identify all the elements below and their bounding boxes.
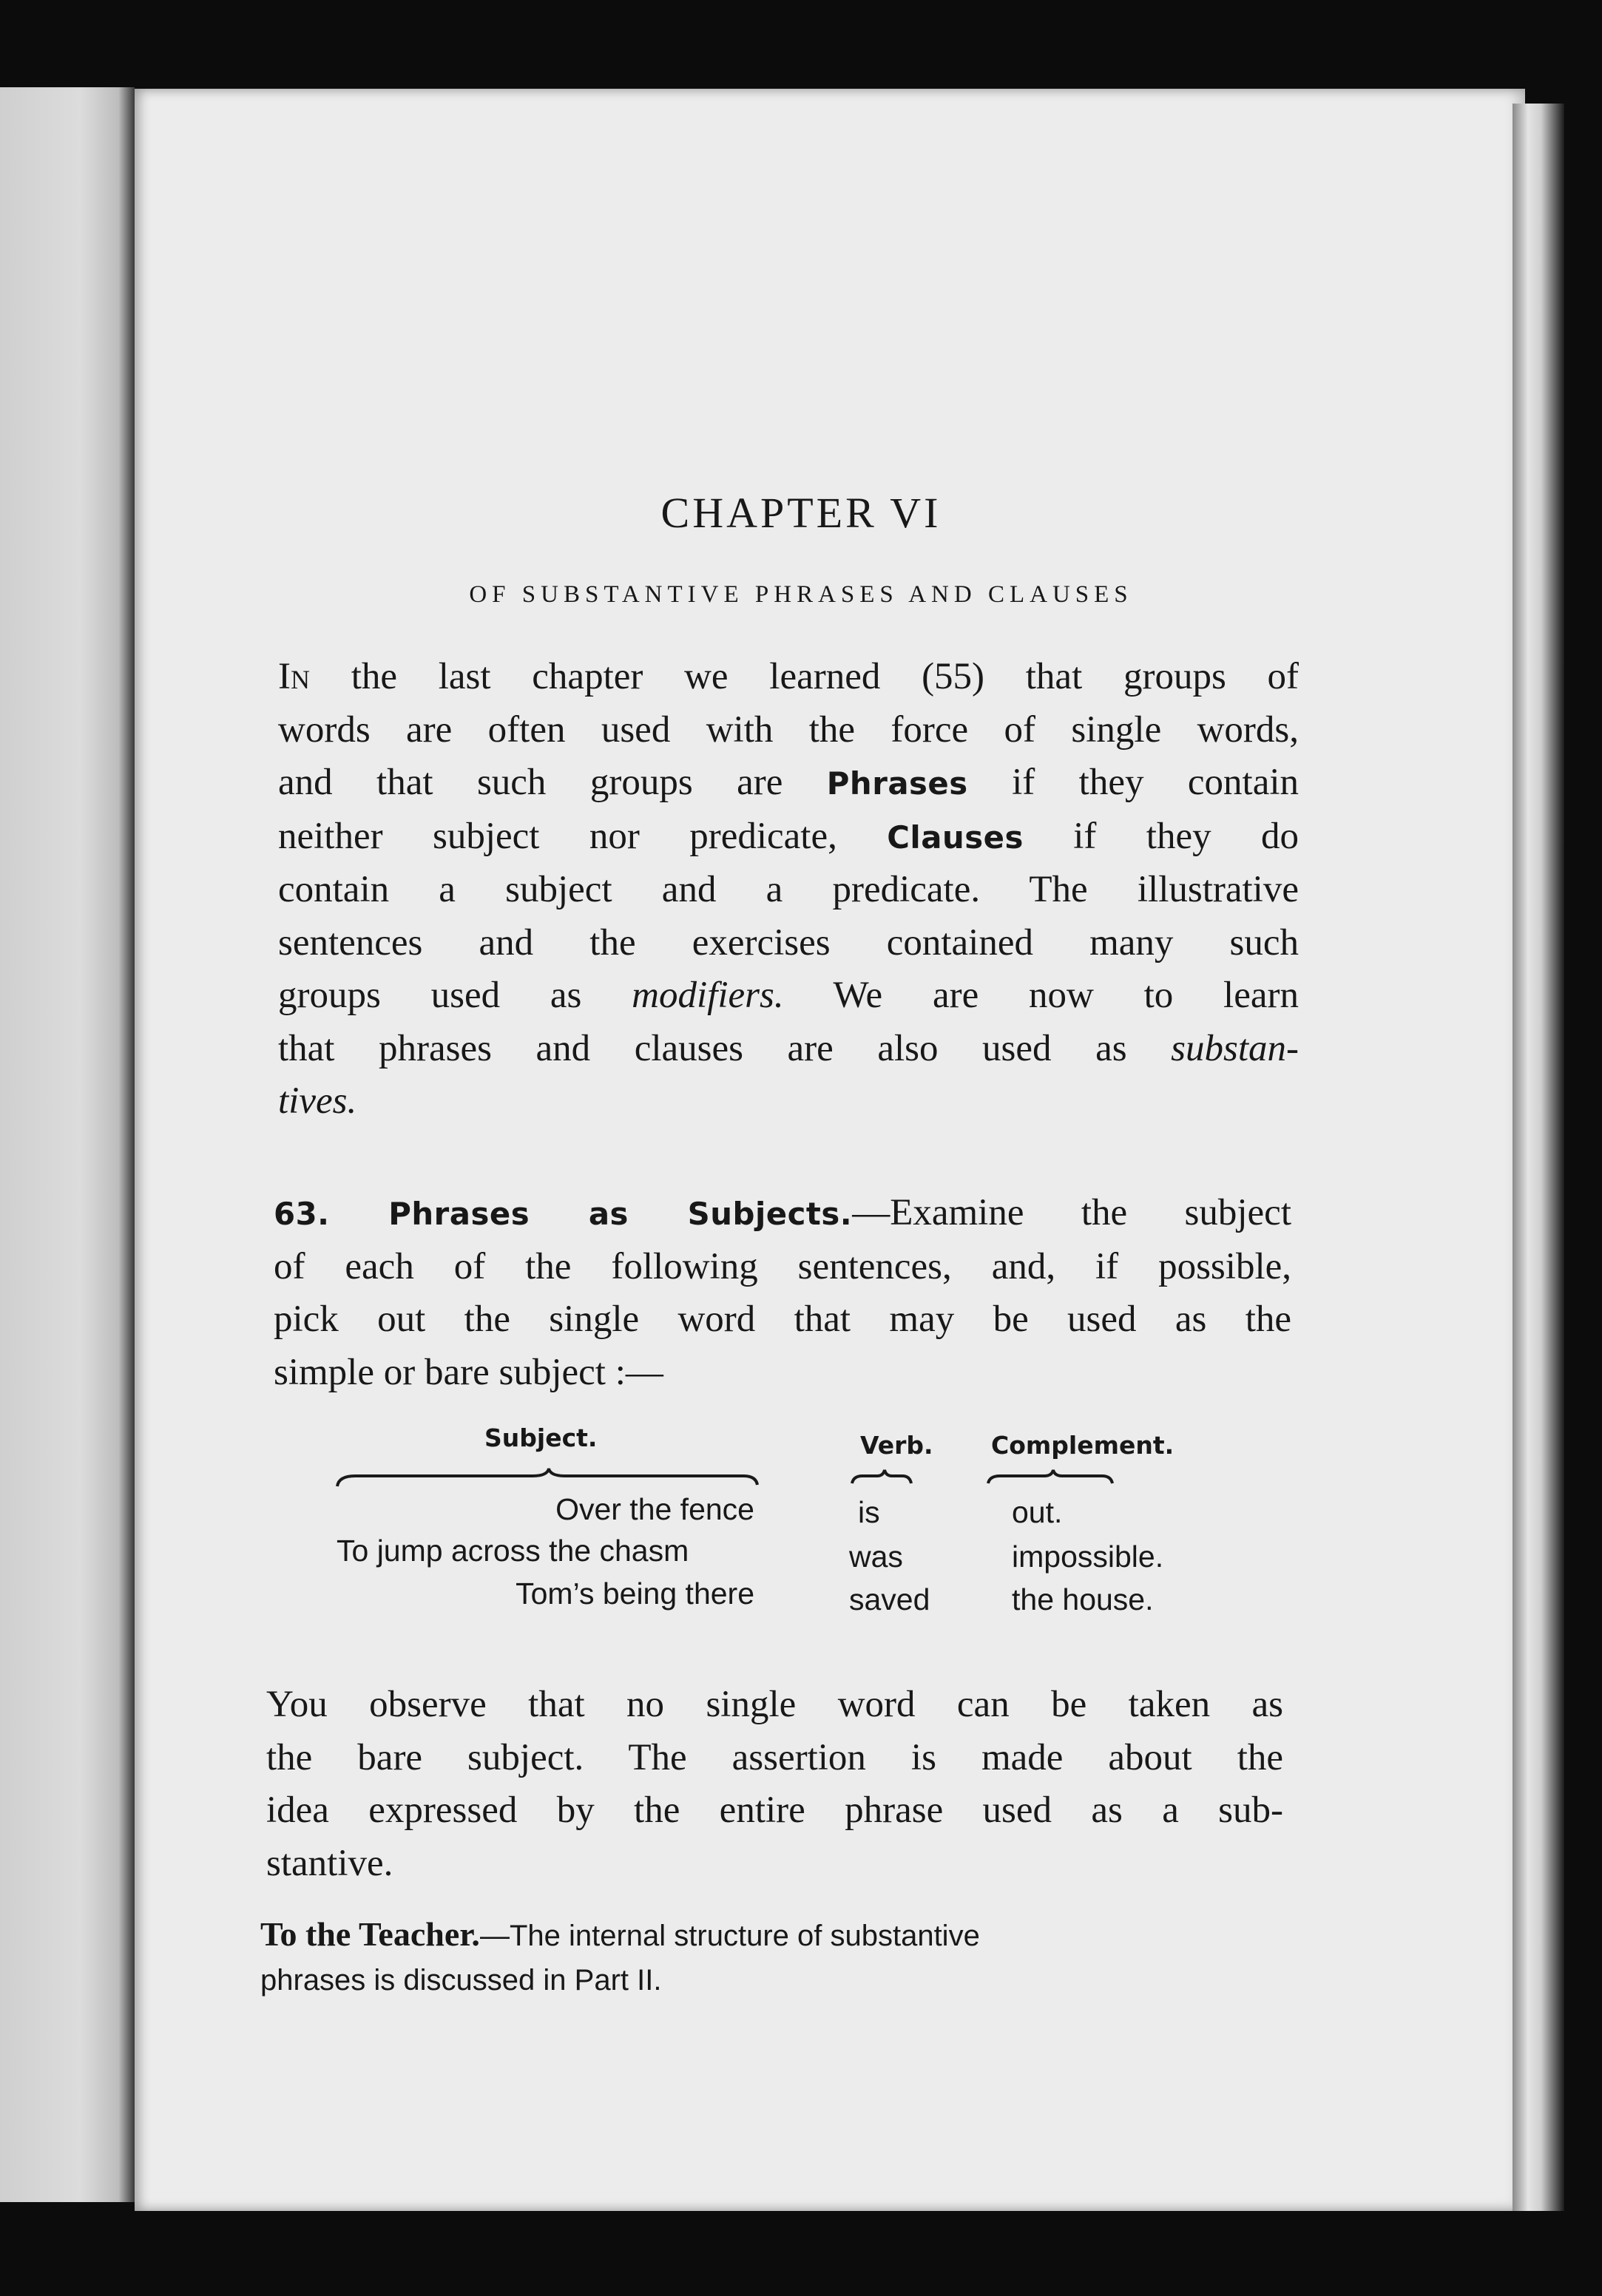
para-text: stantive. xyxy=(266,1842,393,1884)
para-line xyxy=(274,1241,1291,1294)
previous-page-edge xyxy=(0,87,135,2202)
row3-subject: Tom’s being there xyxy=(516,1577,754,1611)
para-text: of each of the following sentences, and, if possible, xyxy=(274,1245,1291,1287)
term-phrases: Phrases xyxy=(826,765,968,802)
para-text: and that such groups are xyxy=(278,762,783,803)
para-text: contain a subject and a predicate. The illustrative xyxy=(278,869,1299,910)
row1-verb: is xyxy=(858,1495,880,1529)
section-63 xyxy=(274,1187,1291,1399)
para-line xyxy=(274,1293,1291,1347)
header-complement: Complement. xyxy=(991,1431,1175,1460)
para-text: You observe that no single word can be taken as xyxy=(266,1684,1283,1725)
note-line xyxy=(260,1958,1288,2002)
para-line xyxy=(278,917,1299,970)
row1-complement: out. xyxy=(1012,1495,1063,1529)
para-text: tives. xyxy=(278,1080,357,1122)
chapter-title: CHAPTER VI xyxy=(660,489,942,537)
note-line xyxy=(260,1912,1288,1958)
note-text: —The internal structure of substantive xyxy=(479,1920,980,1952)
para-text: if they contain xyxy=(1012,762,1299,803)
verb-brace xyxy=(852,1470,911,1483)
section-heading: 63. Phrases as Subjects. xyxy=(274,1196,853,1232)
initial-word: In xyxy=(278,656,310,697)
para-text: simple or bare subject :— xyxy=(274,1351,663,1393)
subject-brace xyxy=(337,1469,757,1486)
row1-subject: Over the fence xyxy=(555,1492,754,1526)
row3-complement: the house. xyxy=(1012,1582,1154,1616)
para-text: words are often used with the force of single words, xyxy=(278,708,1299,751)
para-line xyxy=(274,1347,1291,1400)
para-text: sentences and the exercises contained many such xyxy=(278,921,1299,964)
row2-verb: was xyxy=(849,1540,903,1574)
para-text: We are now to learn xyxy=(833,975,1299,1016)
para-text: the bare subject. The assertion is made about the xyxy=(266,1736,1283,1778)
para-line xyxy=(278,864,1299,917)
para-text: groups used as xyxy=(278,975,582,1016)
observation-paragraph xyxy=(266,1679,1283,1890)
intro-paragraph xyxy=(278,651,1299,1128)
para-text: the last chapter we learned (55) that groups of xyxy=(351,656,1299,697)
para-text: —Examine the subject xyxy=(852,1192,1291,1233)
term-substantives: substan- xyxy=(1171,1027,1299,1069)
chapter-subtitle: OF SUBSTANTIVE PHRASES AND CLAUSES xyxy=(469,581,1133,608)
para-line xyxy=(278,756,1299,810)
para-line xyxy=(278,810,1299,864)
book-page xyxy=(135,89,1525,2211)
para-line xyxy=(266,1838,1283,1891)
term-modifiers: modifiers. xyxy=(632,975,784,1016)
para-text: pick out the single word that may be used as the xyxy=(274,1298,1291,1340)
page-stack-edge xyxy=(1513,104,1564,2211)
para-line xyxy=(278,651,1299,704)
para-text: idea expressed by the entire phrase used as a sub- xyxy=(266,1789,1283,1831)
note-text: phrases is discussed in Part II. xyxy=(260,1964,662,1997)
complement-brace xyxy=(988,1470,1112,1483)
para-line xyxy=(278,1075,1299,1128)
teacher-note xyxy=(260,1912,1288,2002)
row2-complement: impossible. xyxy=(1012,1540,1164,1574)
brace-marks xyxy=(333,1464,1198,1494)
row3-verb: saved xyxy=(849,1582,930,1616)
para-line xyxy=(266,1732,1283,1785)
para-text: that phrases and clauses are also used as xyxy=(278,1027,1127,1069)
para-line xyxy=(278,1023,1299,1076)
para-line xyxy=(274,1187,1291,1241)
para-line xyxy=(278,969,1299,1023)
para-text: if they do xyxy=(1073,815,1299,857)
para-line xyxy=(266,1784,1283,1838)
note-lead: To the Teacher. xyxy=(260,1915,480,1953)
para-text: neither subject nor predicate, xyxy=(278,815,837,857)
para-line xyxy=(266,1679,1283,1732)
para-line xyxy=(278,704,1299,757)
header-subject: Subject. xyxy=(484,1423,598,1452)
row2-subject: To jump across the chasm xyxy=(337,1534,689,1568)
header-verb: Verb. xyxy=(860,1431,933,1460)
term-clauses: Clauses xyxy=(887,819,1024,856)
